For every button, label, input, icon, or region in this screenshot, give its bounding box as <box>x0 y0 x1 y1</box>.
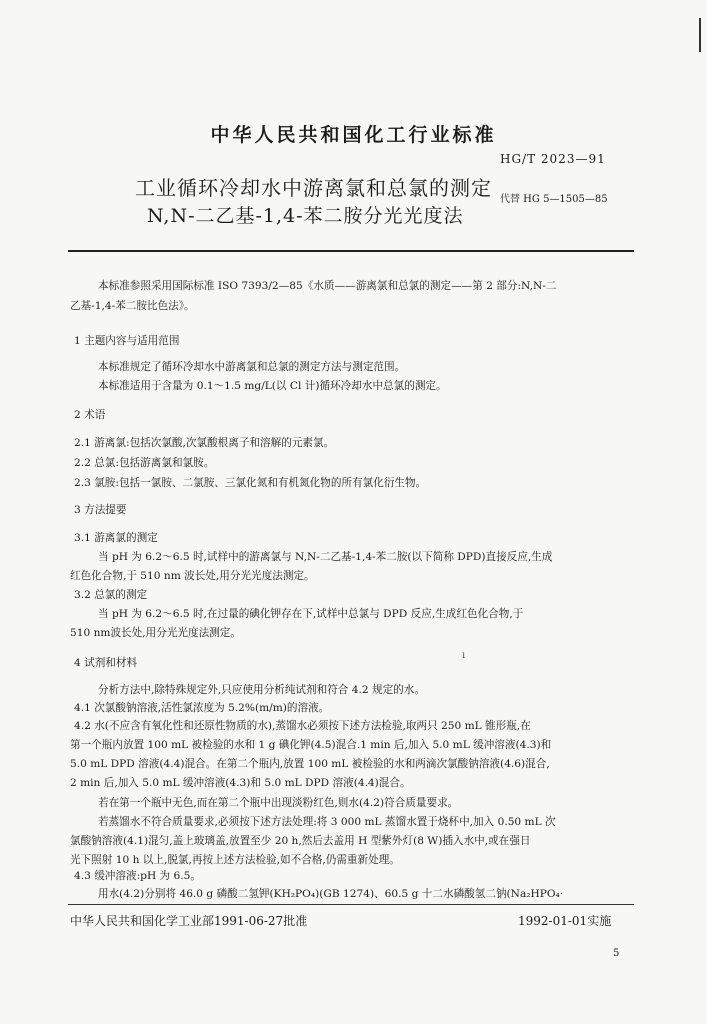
document-title-line2: N,N-二乙基-1,4-苯二胺分光光度法 <box>147 205 464 227</box>
header-rule <box>68 250 634 252</box>
item-4-2-line-7: 氯酸钠溶液(4.1)混匀,盖上玻璃盖,放置至少 20 h,然后去盖用 H 型紫外灯(8 W)插入水中,或在强日 <box>70 835 531 847</box>
section-4-paragraph: 分析方法中,除特殊规定外,只应使用分析纯试剂和符合 4.2 规定的水。 <box>98 684 425 696</box>
intro-line-2: 乙基-1,4-苯二胺比色法》。 <box>70 300 195 312</box>
section-3-heading: 3 方法提要 <box>74 504 127 516</box>
subsection-3-1-line-1: 当 pH 为 6.2～6.5 时,试样中的游离氯与 N,N-二乙基-1,4-苯二胺(以下简称 DPD)直接反应,生成 <box>98 551 553 563</box>
section-2-heading: 2 术语 <box>74 409 106 421</box>
document-title-line1: 工业循环冷却水中游离氯和总氯的测定 <box>135 176 492 200</box>
section-4-heading: 4 试剂和材料 <box>74 657 138 669</box>
item-4-2-line-6: 若蒸馏水不符合质量要求,必须按下述方法处理:将 3 000 mL 蒸馏水置于烧杯中,加入 0.50 mL 次 <box>98 816 556 828</box>
scan-edge-mark <box>699 18 701 52</box>
item-4-3: 4.3 缓冲溶液:pH 为 6.5。 <box>74 870 201 882</box>
item-4-2-line-4: 2 min 后,加入 5.0 mL 缓冲溶液(4.3)和 5.0 mL DPD 溶液(4.4)混合。 <box>70 777 411 789</box>
subsection-3-2-heading: 3.2 总氯的测定 <box>74 589 148 601</box>
item-4-2-line-2: 第一个瓶内放置 100 mL 被检验的水和 1 g 碘化钾(4.5)混合.1 min 后,加入 5.0 mL 缓冲溶液(4.3)和 <box>70 739 552 751</box>
item-4-2-line-8: 光下照射 10 h 以上,脱氯,再按上述方法检验,如不合格,仍需重新处理。 <box>70 854 400 866</box>
intro-line-1: 本标准参照采用国际标准 ISO 7393/2—85《水质——游离氯和总氯的测定——第 2 部分:N,N-二 <box>98 280 557 292</box>
definition-2-2: 2.2 总氯:包括游离氯和氯胺。 <box>74 457 215 469</box>
item-4-2-line-5: 若在第一个瓶中无色,而在第二个瓶中出现淡粉红色,则水(4.2)符合质量要求。 <box>98 797 459 809</box>
section-1-heading: 1 主题内容与适用范围 <box>74 335 180 347</box>
page-number: 5 <box>613 948 620 959</box>
definition-2-3: 2.3 氯胺:包括一氯胺、二氯胺、三氯化氮和有机氮化物的所有氯化衍生物。 <box>74 477 427 489</box>
subsection-3-1-line-2: 红色化合物,于 510 nm 波长处,用分光光度法测定。 <box>70 570 315 582</box>
effective-date: 1992-01-01实施 <box>518 914 612 928</box>
item-4-1: 4.1 次氯酸钠溶液,活性氯浓度为 5.2%(m/m)的溶液。 <box>74 702 330 714</box>
footer-rule <box>68 904 634 905</box>
section-1-paragraph-1: 本标准规定了循环冷却水中游离氯和总氯的测定方法与测定范围。 <box>98 361 406 373</box>
definition-2-1: 2.1 游离氯:包括次氯酸,次氯酸根离子和溶解的元素氯。 <box>74 437 335 449</box>
item-4-2-line-1: 4.2 水(不应含有氧化性和还原性物质的水),蒸馏水必须按下述方法检验,取两只 250 mL 锥形瓶,在 <box>74 720 531 732</box>
standard-code: HG/T 2023—91 <box>500 152 606 166</box>
replaces-standard: 代替 HG 5—1505—85 <box>500 194 608 205</box>
item-4-3-paragraph: 用水(4.2)分别将 46.0 g 磷酸二氢钾(KH₂PO₄)(GB 1274)、60.5 g 十二水磷酸氢二钠(Na₂HPO₄· <box>98 888 564 900</box>
subsection-3-2-line-1: 当 pH 为 6.2～6.5 时,在过量的碘化钾存在下,试样中总氯与 DPD 反应,生成红色化合物,于 <box>98 608 524 620</box>
scan-mark: ı <box>462 650 466 661</box>
item-4-2-line-3: 5.0 mL DPD 溶液(4.4)混合。在第二个瓶内,放置 100 mL 被检验的水和两滴次氯酸钠溶液(4.6)混合, <box>70 758 550 770</box>
standard-sector-heading: 中华人民共和国化工行业标准 <box>210 124 497 146</box>
subsection-3-2-line-2: 510 nm波长处,用分光光度法测定。 <box>70 627 241 639</box>
section-1-paragraph-2: 本标准适用于含量为 0.1～1.5 mg/L(以 Cl 计)循环冷却水中总氯的测定。 <box>98 380 447 392</box>
approval-statement: 中华人民共和国化学工业部1991-06-27批准 <box>70 914 308 928</box>
subsection-3-1-heading: 3.1 游离氯的测定 <box>74 532 158 544</box>
